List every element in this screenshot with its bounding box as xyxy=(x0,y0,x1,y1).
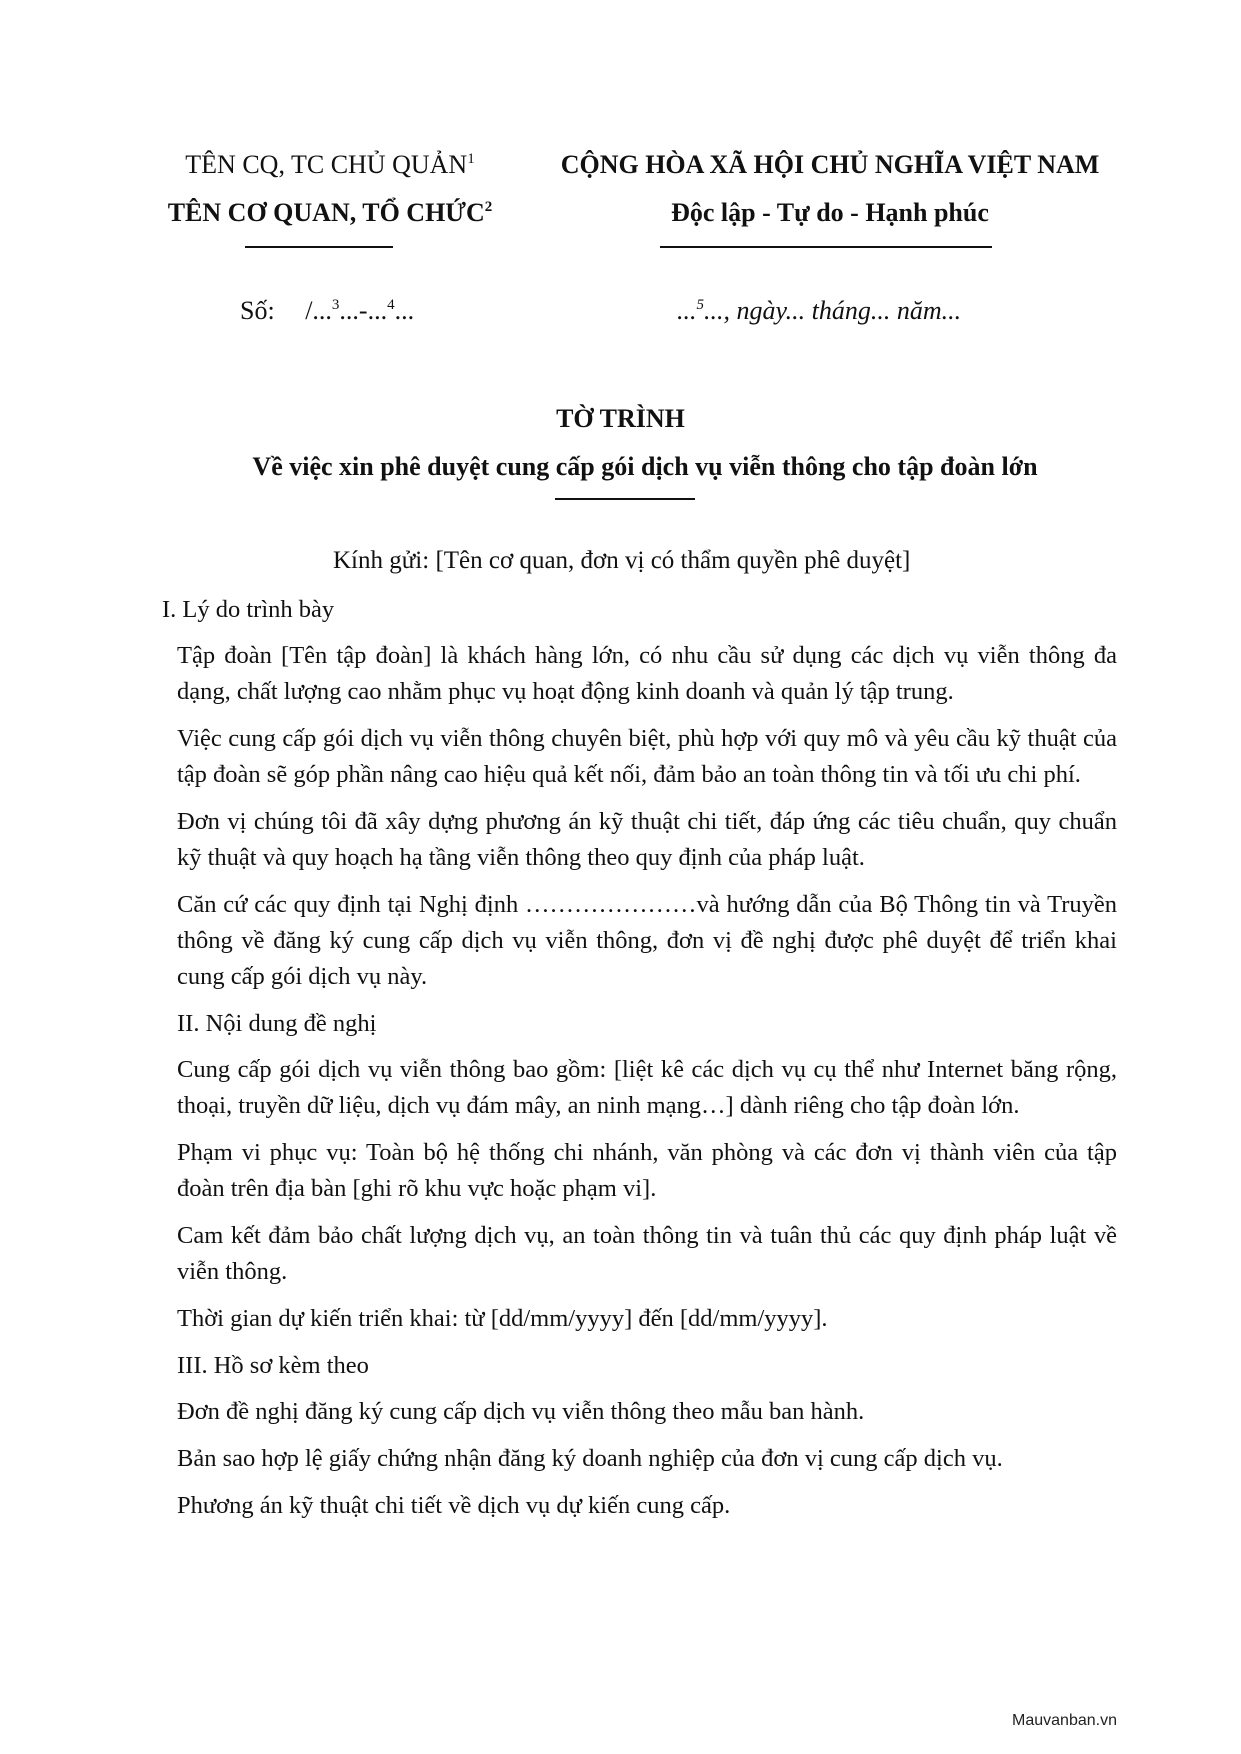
section-3-heading: III. Hồ sơ kèm theo xyxy=(177,1352,369,1379)
section-1-paragraph-1: Tập đoàn [Tên tập đoàn] là khách hàng lớn, có nhu cầu sử dụng các dịch vụ viễn thông đa dạng, chất lượng cao nhằm phục vụ hoạt động kinh doanh và quản lý tập trung. xyxy=(177,642,1117,705)
section-1-paragraph-4: Căn cứ các quy định tại Nghị định …………………và hướng dẫn của Bộ Thông tin và Truyền thông về đăng ký cung cấp dịch vụ viễn thông, đơn vị đề nghị được phê duyệt để triển khai cung cấp gói dịch vụ này. xyxy=(177,891,1117,990)
recipient-line: Kính gửi: [Tên cơ quan, đơn vị có thẩm quyền phê duyệt] xyxy=(333,547,911,574)
number-middle: ...-... xyxy=(339,296,388,325)
footnote-1: 1 xyxy=(467,151,475,167)
section-1-paragraph-2: Việc cung cấp gói dịch vụ viễn thông chuyên biệt, phù hợp với quy mô và yêu cầu kỹ thuật của tập đoàn sẽ góp phần nâng cao hiệu quả kết nối, đảm bảo an toàn thông tin và tối ưu chi phí. xyxy=(177,725,1117,788)
date-prefix: ... xyxy=(677,296,697,325)
national-motto: Độc lập - Tự do - Hạnh phúc xyxy=(671,198,989,227)
parent-agency-label: TÊN CQ, TC CHỦ QUẢN xyxy=(185,150,468,179)
document-number xyxy=(240,296,414,326)
country-name: CỘNG HÒA XÃ HỘI CHỦ NGHĨA VIỆT NAM xyxy=(560,150,1100,179)
section-3-item-2: Bản sao hợp lệ giấy chứng nhận đăng ký doanh nghiệp của đơn vị cung cấp dịch vụ. xyxy=(177,1445,1003,1472)
date-place-line xyxy=(677,296,961,326)
section-2-paragraph-4: Thời gian dự kiến triển khai: từ [dd/mm/yyyy] đến [dd/mm/yyyy]. xyxy=(177,1305,828,1332)
section-3-item-3: Phương án kỹ thuật chi tiết về dịch vụ dự kiến cung cấp. xyxy=(177,1492,731,1519)
number-suffix: ... xyxy=(394,296,415,325)
section-2-paragraph-3: Cam kết đảm bảo chất lượng dịch vụ, an toàn thông tin và tuân thủ các quy định pháp luật về viễn thông. xyxy=(177,1222,1117,1285)
title-divider xyxy=(555,498,695,500)
agency-name xyxy=(150,198,510,228)
agency-divider xyxy=(245,246,393,248)
footnote-5: 5 xyxy=(696,297,704,313)
date-text: ..., ngày... tháng... năm... xyxy=(704,296,962,325)
motto-divider xyxy=(660,246,992,248)
site-watermark: Mauvanban.vn xyxy=(1012,1712,1117,1729)
section-3-item-1: Đơn đề nghị đăng ký cung cấp dịch vụ viễn thông theo mẫu ban hành. xyxy=(177,1398,865,1425)
number-label: Số: xyxy=(240,296,275,325)
document-subject: Về việc xin phê duyệt cung cấp gói dịch vụ viễn thông cho tập đoàn lớn xyxy=(252,452,1038,481)
footnote-2: 2 xyxy=(484,199,493,215)
document-title: TỜ TRÌNH xyxy=(556,404,685,433)
document-body xyxy=(162,592,1117,1535)
section-2-paragraph-1: Cung cấp gói dịch vụ viễn thông bao gồm: [liệt kê các dịch vụ cụ thể như Internet băng rộng, thoại, truyền dữ liệu, dịch vụ đám mây, an ninh mạng…] dành riêng cho tập đoàn lớn. xyxy=(177,1056,1117,1119)
footnote-3: 3 xyxy=(331,297,340,313)
section-1-paragraph-3: Đơn vị chúng tôi đã xây dựng phương án kỹ thuật chi tiết, đáp ứng các tiêu chuẩn, quy chuẩn kỹ thuật và quy hoạch hạ tầng viễn thông theo quy định của pháp luật. xyxy=(177,808,1117,871)
agency-name-label: TÊN CƠ QUAN, TỔ CHỨC xyxy=(167,198,485,227)
footnote-4: 4 xyxy=(387,297,395,313)
section-2-paragraph-2: Phạm vi phục vụ: Toàn bộ hệ thống chi nhánh, văn phòng và các đơn vị thành viên của tập đoàn trên địa bàn [ghi rõ khu vực hoặc phạm vi]. xyxy=(177,1139,1117,1202)
parent-agency xyxy=(150,150,510,180)
section-1-heading: I. Lý do trình bày xyxy=(162,596,335,623)
number-prefix: /... xyxy=(305,296,332,325)
section-2-heading: II. Nội dung đề nghị xyxy=(177,1010,377,1037)
